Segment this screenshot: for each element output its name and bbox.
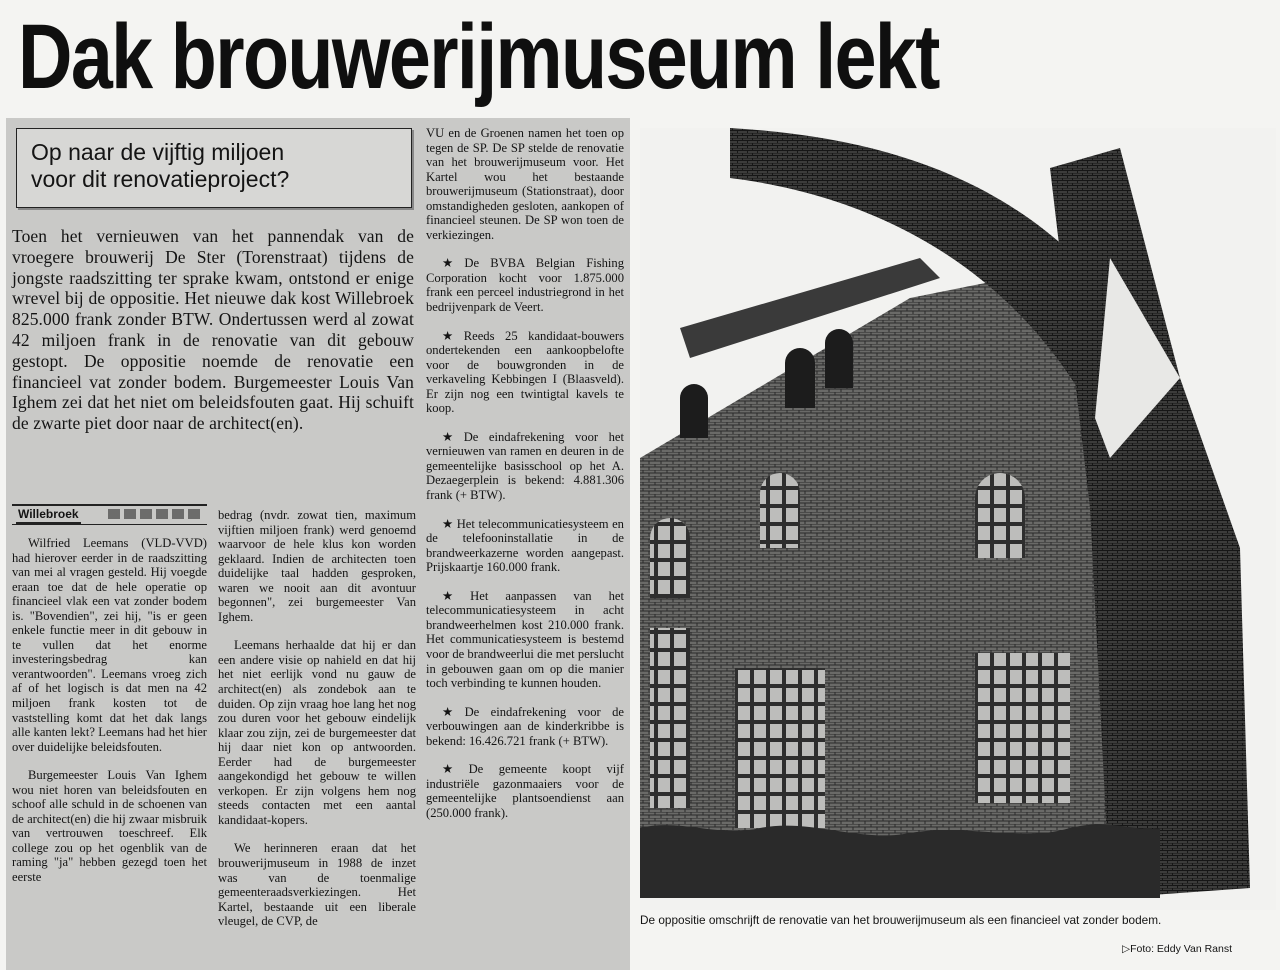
paragraph: Burgemeester Louis Van Ighem wou niet horen van beleidsfouten en schoof alle schuld in de schoenen van de architect(en) die hij zwaar misbruik van vertrouwen toeschreef. Elk college zou op het ogenblik van de raming "ja" hebben gezegd toen het eerste — [12, 768, 207, 885]
headline: Dak brouwerijmuseum lekt — [18, 6, 939, 108]
brewery-photo — [640, 128, 1276, 910]
photo-caption: De oppositie omschrijft de renovatie van het brouwerijmuseum als een financieel vat zonder bodem. — [640, 913, 1162, 927]
news-brief — [426, 430, 624, 503]
star-icon: ★ — [442, 704, 462, 719]
subhead-line-2: voor dit renovatieproject? — [31, 166, 290, 192]
window — [975, 653, 1070, 803]
photo-credit: ▷Foto: Eddy Van Ranst — [1122, 943, 1233, 955]
news-brief — [426, 256, 624, 314]
brief-text: De BVBA Belgian Fishing Corporation kocht voor 1.875.000 frank een perceel industriegrond in het bedrijvenpark de Veert. — [426, 256, 624, 315]
paragraph: bedrag (nvdr. zowat tien, maximum vijftien miljoen frank) werd genoemd waarvoor de hele klus kon worden geklaard. Indien de architecten toen duidelijke taal hadden gesproken, waren we nooit aan dit avontuur begonnen", zei burgemeester Van Ighem. — [218, 508, 416, 624]
paragraph: Leemans herhaalde dat hij er dan een andere visie op nahield en dat hij het niet eerlijk vond nu gauw de architect(en) als zondebok aan te duiden. Op zijn vraag hoe lang het nog zou duren voor het gebouw eindelijk klaar zou zijn, zei de burgemeester dat hij daar niet kon op antwoorden. Eerder had de burgemeester aangekondigd het gebouw te willen verkopen. Er zijn volgens hem nog steeds contacten met een aantal kandidaat-kopers. — [218, 638, 416, 827]
subhead — [31, 139, 401, 193]
star-icon: ★ — [442, 588, 468, 603]
window — [650, 518, 690, 598]
window — [680, 384, 708, 438]
news-brief — [426, 517, 624, 575]
brief-text: De gemeente koopt vijf industriële gazonmaaiers voor de gemeentelijke plantsoendienst aan (250.000 frank). — [426, 762, 624, 820]
star-icon: ★ — [442, 516, 454, 531]
brief-text: Het aanpassen van het telecommunicatiesysteem in acht brandweerhelmen kost 210.000 frank. Het communicatiesysteem is bestemd voor de brandweerlui die met perslucht in gebouwen gaan om op die manier toch verbinding te kunnen houden. — [426, 588, 624, 691]
intro-text: Toen het vernieuwen van het pannendak van de vroegere brouwerij De Ster (Torenstraat) tijdens de jongste raadszitting ter sprake kwam, ontstond er enige wrevel bij de oppositie. Het nieuwe dak kost Willebroek 825.000 frank zonder BTW. Ondertussen werd al zowat 42 miljoen frank in de renovatie van dit gebouw gestopt. De oppositie noemde de renovatie een financieel vat zonder bodem. Burgemeester Louis Van Ighem zei dat het niet om beleidsfouten gaat. Hij schuift de zwarte piet door naar de architect(en). — [12, 226, 414, 434]
news-brief — [426, 705, 624, 749]
paragraph: We herinneren eraan dat het brouwerijmuseum in 1988 de inzet was van de toenmalige gemeenteraadsverkiezingen. Het Kartel, bestaande uit een liberale vleugel, de CVP, de — [218, 841, 416, 929]
brief-text: Reeds 25 kandidaat-bouwers ondertekenden een aankoopbelofte voor de bouwgronden in de verkaveling Kebbingen I (Blaasveld). Er zijn nog een twintigtal kavels te koop. — [426, 328, 624, 416]
star-icon: ★ — [442, 429, 461, 444]
article-column-2 — [218, 508, 416, 929]
brief-text: De eindafrekening voor de verbouwingen aan de kinderkribbe is bekend: 16.426.721 frank (+ BTW). — [426, 704, 624, 748]
rubric-label: Willebroek — [16, 507, 81, 524]
shrubs — [640, 824, 1160, 898]
window — [760, 473, 800, 548]
rubric-decoration — [108, 509, 200, 519]
window — [735, 668, 825, 828]
window — [650, 628, 690, 808]
star-icon: ★ — [442, 762, 466, 777]
intro-paragraph — [12, 226, 414, 434]
article-column-1 — [12, 536, 207, 885]
subhead-box — [16, 128, 412, 208]
window — [785, 348, 815, 408]
star-icon: ★ — [442, 256, 462, 271]
news-brief — [426, 762, 624, 820]
brief-text: Het telecommunicatiesysteem en de telefooninstallatie in de brandweerkazerne worden aangepast. Prijskaartje 160.000 frank. — [426, 516, 624, 575]
rubric-bar — [12, 504, 207, 525]
star-icon: ★ — [442, 328, 461, 343]
article-column-3 — [426, 126, 624, 820]
brief-text: De eindafrekening voor het vernieuwen van ramen en deuren in de gemeentelijke basisschool op het A. Dezaegerplein is bekend: 4.881.306 frank (+ BTW). — [426, 429, 624, 503]
news-brief — [426, 329, 624, 416]
paragraph: Wilfried Leemans (VLD-VVD) had hierover eerder in de raadszitting van mei al vragen gesteld. Hij voegde eraan toe dat de hele operatie op financieel vlak een vat zonder bodem is. "Bovendien", zei hij, "is er geen enkele functie meer in dit gebouw in te vullen dat het enorme investeringsbedrag kan verantwoorden". Leemans vroeg zich af of het logisch is dat men na 42 miljoen frank kosten tot de vaststelling komt dat het dak langs alle kanten lekt? Leemans had het hier over duidelijke beleidsfouten. — [12, 536, 207, 754]
window — [975, 473, 1025, 558]
paragraph: VU en de Groenen namen het toen op tegen de SP. De SP stelde de renovatie van het brouwerijmuseum voor. Het Kartel wou het bestaande brouwerijmuseum (Stationstraat), door omstandigheden gesloten, aankopen of financieel steunen. De SP won toen de verkiezingen. — [426, 126, 624, 242]
window — [825, 329, 853, 388]
news-brief — [426, 589, 624, 691]
subhead-line-1: Op naar de vijftig miljoen — [31, 139, 285, 165]
